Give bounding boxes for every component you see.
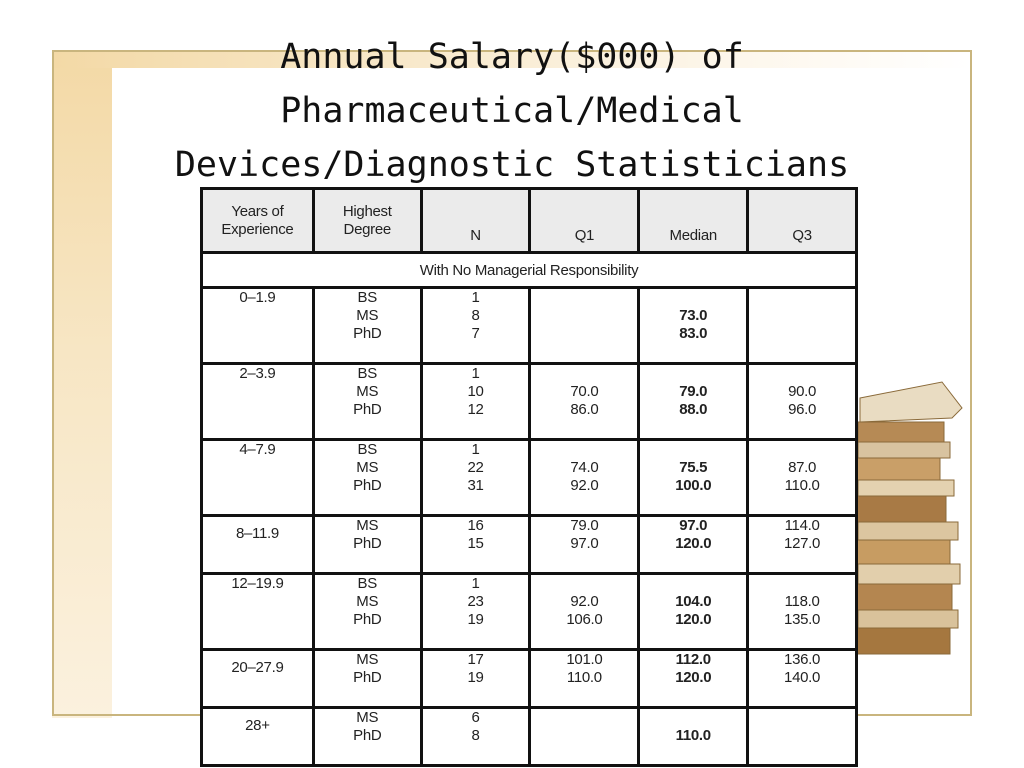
cell-value: 10 [467, 383, 484, 400]
cell-value [640, 441, 746, 459]
cell-value: 100.0 [675, 477, 712, 494]
median-cell [639, 708, 748, 766]
cell-value: 19 [467, 611, 484, 628]
cell-value: MS [356, 307, 379, 324]
q1-cell [530, 574, 639, 650]
cell-value: 114.0 [784, 517, 820, 534]
cell-value: 23 [467, 593, 484, 610]
cell-value [640, 365, 746, 383]
salary-table [200, 187, 858, 767]
cell-value: 135.0 [784, 611, 821, 628]
table-header-row [202, 189, 857, 253]
cell-value: 83.0 [679, 325, 708, 342]
q3-cell [748, 516, 857, 574]
table-row [202, 288, 857, 364]
stacked-books-image [852, 378, 972, 678]
degree-cell [313, 650, 421, 708]
q1-cell [530, 440, 639, 516]
table-row [202, 440, 857, 516]
cell-value: 118.0 [784, 593, 820, 610]
q1-cell [530, 288, 639, 364]
q1-cell [530, 516, 639, 574]
cell-value: 73.0 [679, 307, 708, 324]
page-title: Annual Salary($000) of Pharmaceutical/Medical Devices/Diagnostic Statisticians [174, 37, 850, 185]
n-cell [421, 708, 530, 766]
cell-value [640, 709, 746, 727]
cell-value: 120.0 [675, 535, 712, 552]
cell-value [749, 575, 855, 593]
cell-value: 110.0 [566, 669, 602, 686]
degree-cell [313, 708, 421, 766]
years-cell: 12–19.9 [202, 574, 314, 650]
header-label: Years of Experience [221, 202, 294, 238]
cell-value: 79.0 [679, 383, 708, 400]
n-cell [421, 574, 530, 650]
cell-value [531, 325, 637, 343]
header-label: N [470, 227, 481, 244]
cell-value: PhD [353, 727, 382, 744]
cell-value: 112.0 [675, 651, 711, 668]
cell-value: 8 [471, 307, 480, 324]
degree-cell [313, 440, 421, 516]
cell-value: 110.0 [784, 477, 820, 494]
table-row [202, 364, 857, 440]
cell-value: 140.0 [784, 669, 821, 686]
degree-cell [313, 288, 421, 364]
header-label: Q3 [792, 227, 812, 244]
median-cell [639, 288, 748, 364]
cell-value [749, 307, 855, 325]
median-cell [639, 650, 748, 708]
degree-cell [313, 364, 421, 440]
cell-value [749, 727, 855, 745]
cell-value: BS [357, 575, 377, 592]
q3-cell [748, 574, 857, 650]
cell-value: 110.0 [675, 727, 711, 744]
years-cell: 20–27.9 [202, 650, 314, 708]
cell-value: 1 [471, 289, 480, 306]
cell-value: 12 [467, 401, 484, 418]
table-row [202, 650, 857, 708]
cell-value: 86.0 [570, 401, 599, 418]
years-cell: 8–11.9 [202, 516, 314, 574]
cell-value: 16 [467, 517, 484, 534]
cell-value: 7 [471, 325, 480, 342]
median-cell [639, 516, 748, 574]
degree-cell [313, 574, 421, 650]
cell-value: 15 [467, 535, 484, 552]
cell-value: 120.0 [675, 611, 712, 628]
cell-value: MS [356, 709, 379, 726]
cell-value: 96.0 [788, 401, 817, 418]
cell-value: 106.0 [566, 611, 603, 628]
cell-value: 87.0 [788, 459, 817, 476]
cell-value: PhD [353, 401, 382, 418]
cell-value: 104.0 [675, 593, 712, 610]
header-n [421, 189, 530, 253]
median-cell [639, 440, 748, 516]
header-median [639, 189, 748, 253]
cell-value [640, 289, 746, 307]
cell-value: BS [357, 365, 377, 382]
cell-value: 136.0 [784, 651, 821, 668]
cell-value: 101.0 [566, 651, 603, 668]
cell-value: BS [357, 441, 377, 458]
cell-value: 92.0 [570, 477, 599, 494]
cell-value: PhD [353, 325, 382, 342]
n-cell [421, 516, 530, 574]
q3-cell [748, 708, 857, 766]
q1-cell [530, 650, 639, 708]
cell-value [749, 289, 855, 307]
cell-value: 22 [467, 459, 484, 476]
cell-value: 8 [471, 727, 480, 744]
table-row [202, 574, 857, 650]
q3-cell [748, 288, 857, 364]
q3-cell [748, 650, 857, 708]
cell-value: 97.0 [570, 535, 599, 552]
header-years [202, 189, 314, 253]
q3-cell [748, 364, 857, 440]
cell-value: 92.0 [570, 593, 599, 610]
section-label: With No Managerial Responsibility [202, 253, 857, 288]
cell-value: 17 [467, 651, 484, 668]
years-cell: 2–3.9 [202, 364, 314, 440]
n-cell [421, 288, 530, 364]
header-label: Q1 [574, 227, 595, 244]
cell-value [531, 709, 637, 727]
cell-value: PhD [353, 669, 382, 686]
section-row [202, 253, 857, 288]
cell-value [531, 289, 637, 307]
cell-value: 19 [467, 669, 484, 686]
cell-value: 1 [471, 575, 480, 592]
table-row [202, 708, 857, 766]
q1-cell [530, 708, 639, 766]
cell-value: 120.0 [675, 669, 712, 686]
cell-value: MS [356, 383, 379, 400]
cell-value: 6 [471, 709, 480, 726]
cell-value: MS [356, 517, 379, 534]
cell-value: 75.5 [679, 459, 708, 476]
header-degree [313, 189, 421, 253]
median-cell [639, 574, 748, 650]
degree-cell [313, 516, 421, 574]
years-cell: 0–1.9 [202, 288, 314, 364]
cell-value [531, 727, 637, 745]
cell-value: 1 [471, 365, 480, 382]
cell-value: 127.0 [784, 535, 821, 552]
cell-value: 90.0 [788, 383, 817, 400]
cell-value: 97.0 [679, 517, 708, 534]
cell-value: 74.0 [570, 459, 599, 476]
n-cell [421, 440, 530, 516]
cell-value: PhD [353, 477, 382, 494]
cell-value: BS [357, 289, 377, 306]
cell-value [531, 575, 637, 593]
cell-value: 70.0 [570, 383, 599, 400]
cell-value: 1 [471, 441, 480, 458]
cell-value: 79.0 [570, 517, 599, 534]
cell-value [640, 575, 746, 593]
q1-cell [530, 364, 639, 440]
cell-value: 31 [467, 477, 484, 494]
median-cell [639, 364, 748, 440]
n-cell [421, 650, 530, 708]
cell-value: MS [356, 651, 379, 668]
q3-cell [748, 440, 857, 516]
years-cell: 28+ [202, 708, 314, 766]
cell-value [749, 441, 855, 459]
header-label: Median [669, 227, 717, 244]
cell-value: MS [356, 459, 379, 476]
cell-value [749, 365, 855, 383]
cell-value: MS [356, 593, 379, 610]
cell-value [531, 441, 637, 459]
cell-value: PhD [353, 611, 382, 628]
years-cell: 4–7.9 [202, 440, 314, 516]
cell-value [749, 325, 855, 343]
cell-value [749, 709, 855, 727]
table-row [202, 516, 857, 574]
header-q1 [530, 189, 639, 253]
cell-value: PhD [353, 535, 382, 552]
n-cell [421, 364, 530, 440]
cell-value [531, 365, 637, 383]
cell-value [531, 307, 637, 325]
header-label: Highest Degree [342, 202, 392, 238]
header-q3 [748, 189, 857, 253]
cell-value: 88.0 [679, 401, 708, 418]
